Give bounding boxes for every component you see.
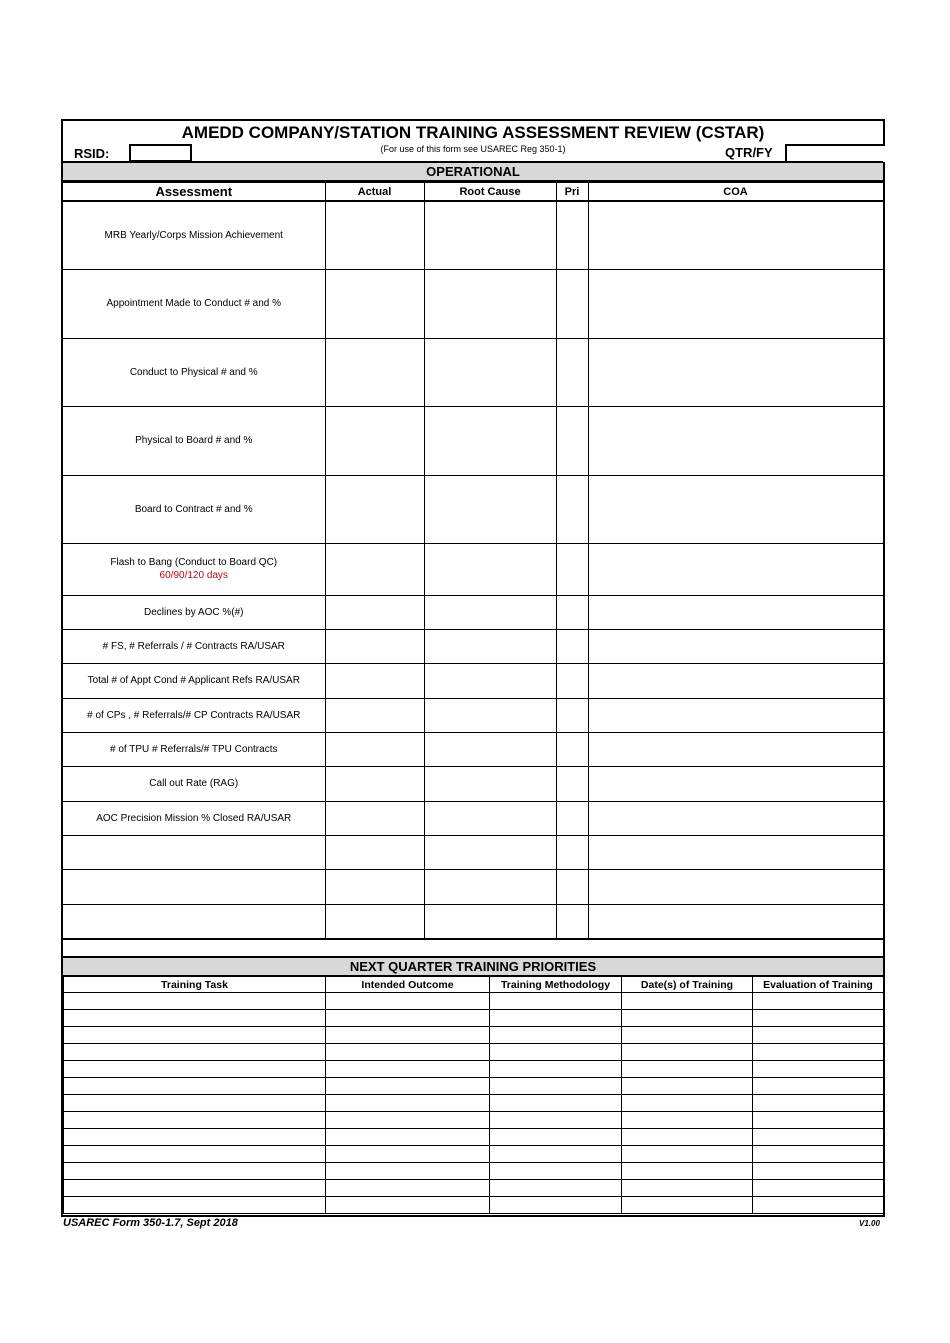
root-cause-cell[interactable] [424,801,556,835]
training-date-cell[interactable] [622,993,753,1010]
assessment-row [63,801,883,835]
assessment-column-header: Actual [325,183,424,202]
root-cause-cell[interactable] [424,406,556,475]
assessment-label-text: # of TPU # Referrals/# TPU Contracts [110,743,278,755]
training-date-cell[interactable] [622,1163,753,1180]
assessment-row [63,269,883,338]
actual-cell[interactable] [325,543,424,595]
actual-cell[interactable] [325,338,424,406]
coa-cell[interactable] [588,904,883,938]
table-divider [63,938,883,940]
root-cause-cell[interactable] [424,766,556,801]
intended-outcome-cell[interactable] [326,1078,490,1095]
assessment-row [63,766,883,801]
training-task-cell[interactable] [64,1044,326,1061]
assessment-label-text: Call out Rate (RAG) [149,778,239,789]
intended-outcome-cell[interactable] [326,1197,490,1214]
form-identifier: USAREC Form 350-1.7, Sept 2018 [63,1217,238,1229]
rsid-field[interactable] [129,144,192,162]
actual-cell[interactable] [325,595,424,629]
assessment-row [63,629,883,663]
pri-cell[interactable] [556,338,588,406]
pri-cell[interactable] [556,766,588,801]
training-methodology-cell[interactable] [490,993,622,1010]
assessment-row [63,595,883,629]
operational-section-header: OPERATIONAL [63,163,883,182]
training-date-cell[interactable] [622,1129,753,1146]
assessment-column-header: COA [588,183,883,202]
assessment-label [63,475,325,543]
assessment-table [63,182,884,939]
priorities-section-header: NEXT QUARTER TRAINING PRIORITIES [63,956,883,977]
intended-outcome-cell[interactable] [326,1061,490,1078]
training-methodology-cell[interactable] [490,1112,622,1129]
actual-cell[interactable] [325,663,424,698]
pri-cell[interactable] [556,543,588,595]
pri-cell[interactable] [556,201,588,269]
training-task-cell[interactable] [64,1061,326,1078]
assessment-label [63,663,325,698]
assessment-label [63,338,325,406]
assessment-column-header: Assessment [63,183,325,202]
training-methodology-cell[interactable] [490,1078,622,1095]
intended-outcome-cell[interactable] [326,1044,490,1061]
actual-cell[interactable] [325,475,424,543]
coa-cell[interactable] [588,732,883,766]
training-evaluation-cell[interactable] [753,1180,884,1197]
assessment-label [63,269,325,338]
priorities-column-header: Training Task [64,977,326,993]
assessment-label [63,201,325,269]
root-cause-cell[interactable] [424,732,556,766]
coa-cell[interactable] [588,766,883,801]
training-evaluation-cell[interactable] [753,1010,884,1027]
training-methodology-cell[interactable] [490,1027,622,1044]
training-evaluation-cell[interactable] [753,993,884,1010]
root-cause-cell[interactable] [424,869,556,904]
root-cause-cell[interactable] [424,904,556,938]
priorities-header-row [64,977,884,993]
root-cause-cell[interactable] [424,543,556,595]
assessment-header-row [63,183,883,202]
intended-outcome-cell[interactable] [326,1129,490,1146]
pri-cell[interactable] [556,595,588,629]
assessment-label [63,406,325,475]
training-evaluation-cell[interactable] [753,1163,884,1180]
training-methodology-cell[interactable] [490,1146,622,1163]
assessment-label [63,801,325,835]
pri-cell[interactable] [556,475,588,543]
priority-row [64,1078,884,1095]
pri-cell[interactable] [556,835,588,869]
actual-cell[interactable] [325,732,424,766]
actual-cell[interactable] [325,801,424,835]
pri-cell[interactable] [556,269,588,338]
training-evaluation-cell[interactable] [753,1078,884,1095]
assessment-label [63,543,325,595]
training-date-cell[interactable] [622,1027,753,1044]
assessment-label-text: # of CPs , # Referrals/# CP Contracts RA/USAR [87,709,301,721]
training-methodology-cell[interactable] [490,1163,622,1180]
intended-outcome-cell[interactable] [326,1027,490,1044]
coa-cell[interactable] [588,698,883,732]
training-date-cell[interactable] [622,1044,753,1061]
root-cause-cell[interactable] [424,698,556,732]
training-task-cell[interactable] [64,1146,326,1163]
coa-cell[interactable] [588,629,883,663]
training-task-cell[interactable] [64,1078,326,1095]
training-methodology-cell[interactable] [490,1044,622,1061]
pri-cell[interactable] [556,869,588,904]
assessment-label [63,835,325,869]
training-evaluation-cell[interactable] [753,1027,884,1044]
assessment-row [63,406,883,475]
root-cause-cell[interactable] [424,201,556,269]
training-date-cell[interactable] [622,1095,753,1112]
training-task-cell[interactable] [64,1112,326,1129]
training-evaluation-cell[interactable] [753,1112,884,1129]
root-cause-cell[interactable] [424,475,556,543]
assessment-row [63,543,883,595]
training-evaluation-cell[interactable] [753,1044,884,1061]
assessment-column-header: Pri [556,183,588,202]
training-date-cell[interactable] [622,1061,753,1078]
assessment-row [63,663,883,698]
assessment-label-text: Flash to Bang (Conduct to Board QC) [110,557,278,568]
training-methodology-cell[interactable] [490,1010,622,1027]
actual-cell[interactable] [325,835,424,869]
pri-cell[interactable] [556,663,588,698]
actual-cell[interactable] [325,629,424,663]
root-cause-cell[interactable] [424,338,556,406]
training-evaluation-cell[interactable] [753,1146,884,1163]
assessment-label-text: # FS, # Referrals / # Contracts RA/USAR [102,640,285,652]
assessment-label-text: Total # of Appt Cond # Applicant Refs RA/USAR [87,675,300,686]
coa-cell[interactable] [588,338,883,406]
pri-cell[interactable] [556,801,588,835]
coa-cell[interactable] [588,835,883,869]
assessment-label-text: Physical to Board # and % [135,435,253,446]
assessment-label-text: Appointment Made to Conduct # and % [106,298,282,309]
training-date-cell[interactable] [622,1146,753,1163]
qtr-fy-label: QTR/FY [725,145,773,160]
assessment-row [63,904,883,938]
intended-outcome-cell[interactable] [326,1095,490,1112]
root-cause-cell[interactable] [424,629,556,663]
coa-cell[interactable] [588,475,883,543]
coa-cell[interactable] [588,406,883,475]
root-cause-cell[interactable] [424,595,556,629]
training-evaluation-cell[interactable] [753,1197,884,1214]
training-date-cell[interactable] [622,1197,753,1214]
training-priorities-table [63,976,884,1214]
priority-row [64,993,884,1010]
assessment-label [63,869,325,904]
training-date-cell[interactable] [622,1010,753,1027]
priority-row [64,1197,884,1214]
pri-cell[interactable] [556,629,588,663]
form-version: V1.00 [859,1219,880,1228]
priority-row [64,1010,884,1027]
actual-cell[interactable] [325,406,424,475]
root-cause-cell[interactable] [424,269,556,338]
training-task-cell[interactable] [64,1010,326,1027]
training-task-cell[interactable] [64,1027,326,1044]
assessment-label-text: MRB Yearly/Corps Mission Achievement [104,229,283,241]
qtr-fy-field[interactable] [785,144,885,162]
actual-cell[interactable] [325,698,424,732]
form-title: AMEDD COMPANY/STATION TRAINING ASSESSMENT REVIEW (CSTAR) [181,123,765,142]
assessment-row [63,869,883,904]
training-task-cell[interactable] [64,1129,326,1146]
priority-row [64,1163,884,1180]
coa-cell[interactable] [588,869,883,904]
training-methodology-cell[interactable] [490,1197,622,1214]
assessment-label-text: Board to Contract # and % [134,503,253,515]
actual-cell[interactable] [325,904,424,938]
pri-cell[interactable] [556,904,588,938]
priority-row [64,1061,884,1078]
training-evaluation-cell[interactable] [753,1095,884,1112]
priority-row [64,1146,884,1163]
intended-outcome-cell[interactable] [326,1010,490,1027]
training-task-cell[interactable] [64,1163,326,1180]
rsid-label: RSID: [74,146,110,161]
training-methodology-cell[interactable] [490,1180,622,1197]
priority-row [64,1112,884,1129]
assessment-label [63,904,325,938]
intended-outcome-cell[interactable] [326,1180,490,1197]
training-methodology-cell[interactable] [490,1129,622,1146]
coa-cell[interactable] [588,269,883,338]
assessment-column-header: Root Cause [424,183,556,202]
coa-cell[interactable] [588,801,883,835]
actual-cell[interactable] [325,766,424,801]
coa-cell[interactable] [588,663,883,698]
pri-cell[interactable] [556,732,588,766]
assessment-label-text: Conduct to Physical # and % [129,366,258,378]
training-task-cell[interactable] [64,1095,326,1112]
pri-cell[interactable] [556,406,588,475]
coa-cell[interactable] [588,595,883,629]
priorities-column-header: Training Methodology [490,977,622,993]
training-task-cell[interactable] [64,993,326,1010]
training-methodology-cell[interactable] [490,1095,622,1112]
priority-row [64,1180,884,1197]
assessment-label [63,766,325,801]
intended-outcome-cell[interactable] [326,1163,490,1180]
intended-outcome-cell[interactable] [326,1112,490,1129]
assessment-row [63,732,883,766]
training-evaluation-cell[interactable] [753,1129,884,1146]
assessment-label [63,732,325,766]
intended-outcome-cell[interactable] [326,993,490,1010]
assessment-label [63,629,325,663]
pri-cell[interactable] [556,698,588,732]
actual-cell[interactable] [325,201,424,269]
priorities-column-header: Evaluation of Training [753,977,884,993]
actual-cell[interactable] [325,869,424,904]
training-date-cell[interactable] [622,1112,753,1129]
assessment-label-note: 60/90/120 days [159,570,228,581]
training-methodology-cell[interactable] [490,1061,622,1078]
priorities-column-header: Intended Outcome [326,977,490,993]
assessment-label-text: Declines by AOC %(#) [144,606,244,618]
coa-cell[interactable] [588,543,883,595]
training-task-cell[interactable] [64,1180,326,1197]
coa-cell[interactable] [588,201,883,269]
priority-row [64,1027,884,1044]
priority-row [64,1129,884,1146]
training-date-cell[interactable] [622,1078,753,1095]
training-date-cell[interactable] [622,1180,753,1197]
assessment-label [63,595,325,629]
assessment-row [63,475,883,543]
assessment-row [63,835,883,869]
assessment-row [63,698,883,732]
assessment-row [63,338,883,406]
training-task-cell[interactable] [64,1197,326,1214]
form-reference-note: (For use of this form see USAREC Reg 350-1) [380,144,566,154]
assessment-label [63,698,325,732]
root-cause-cell[interactable] [424,663,556,698]
root-cause-cell[interactable] [424,835,556,869]
priority-row [64,1095,884,1112]
intended-outcome-cell[interactable] [326,1146,490,1163]
priorities-column-header: Date(s) of Training [622,977,753,993]
actual-cell[interactable] [325,269,424,338]
assessment-label-text: AOC Precision Mission % Closed RA/USAR [96,812,292,824]
assessment-row [63,201,883,269]
training-evaluation-cell[interactable] [753,1061,884,1078]
priority-row [64,1044,884,1061]
cstar-form [61,119,885,1217]
